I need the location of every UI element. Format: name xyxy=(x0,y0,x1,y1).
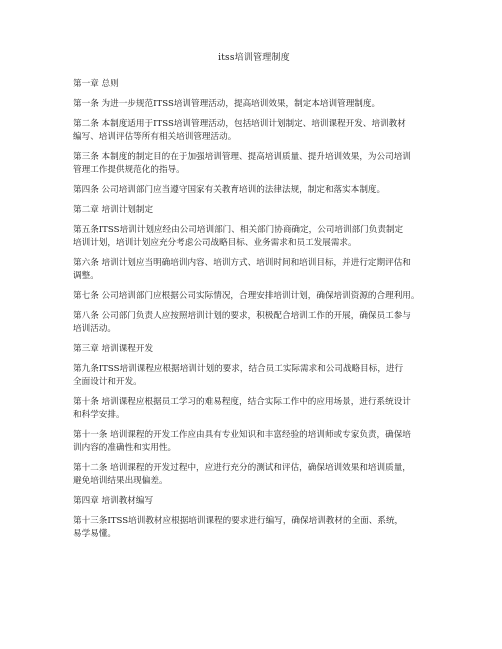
document-title: itss培训管理制度 xyxy=(218,53,290,63)
article-1: 第一条 为进一步规范ITSS培训管理活动，提高培训效果，制定本培训管理制度。 xyxy=(73,99,381,109)
chapter-1-heading: 第一章 总则 xyxy=(73,79,119,89)
chapter-3-heading: 第三章 培训课程开发 xyxy=(73,344,154,354)
article-3: 第三条 本制度的制定目的在于加强培训管理、提高培训质量、提升培训效果，为公司培训 管理工作提供规范化的指导。 xyxy=(73,152,411,175)
article-12: 第十二条 培训课程的开发过程中，应进行充分的测试和评估，确保培训效果和培训质量， 避免培训结果出现偏差。 xyxy=(73,463,411,486)
article-2: 第二条 本制度适用于ITSS培训管理活动，包括培训计划制定、培训课程开发、培训教材 编写、培训评估等所有相关培训管理活动。 xyxy=(73,119,406,142)
article-5: 第五条ITSS培训计划应经由公司培训部门、相关部门协商确定，公司培训部门负责制定 培训计划，培训计划应充分考虑公司战略目标、业务需求和员工发展需求。 xyxy=(73,225,404,248)
article-4: 第四条 公司培训部门应当遵守国家有关教育培训的法律法规，制定和落实本制度。 xyxy=(73,185,386,195)
article-11: 第十一条 培训课程的开发工作应由具有专业知识和丰富经验的培训师或专家负责，确保培 训内容的准确性和实用性。 xyxy=(73,430,411,453)
article-10: 第十条 培训课程应根据员工学习的难易程度，结合实际工作中的应用场景，进行系统设计 和科学安排。 xyxy=(73,397,411,420)
article-7: 第七条 公司培训部门应根据公司实际情况，合理安排培训计划，确保培训资源的合理利用。 xyxy=(73,291,420,301)
article-8: 第八条 公司部门负责人应按照培训计划的要求，积极配合培训工作的开展，确保员工参与 培训活动。 xyxy=(73,311,411,334)
article-9: 第九条ITSS培训课程应根据培训计划的要求，结合员工实际需求和公司战略目标，进行 全面设计和开发。 xyxy=(73,364,404,387)
article-13: 第十三条ITSS培训教材应根据培训课程的要求进行编写，确保培训教材的全面、系统， 易学易懂。 xyxy=(73,516,404,539)
document-page xyxy=(73,52,435,548)
chapter-2-heading: 第二章 培训计划制定 xyxy=(73,205,154,215)
article-6: 第六条 培训计划应当明确培训内容、培训方式、培训时间和培训目标，并进行定期评估和 调整。 xyxy=(73,258,411,281)
chapter-4-heading: 第四章 培训教材编写 xyxy=(73,496,154,506)
